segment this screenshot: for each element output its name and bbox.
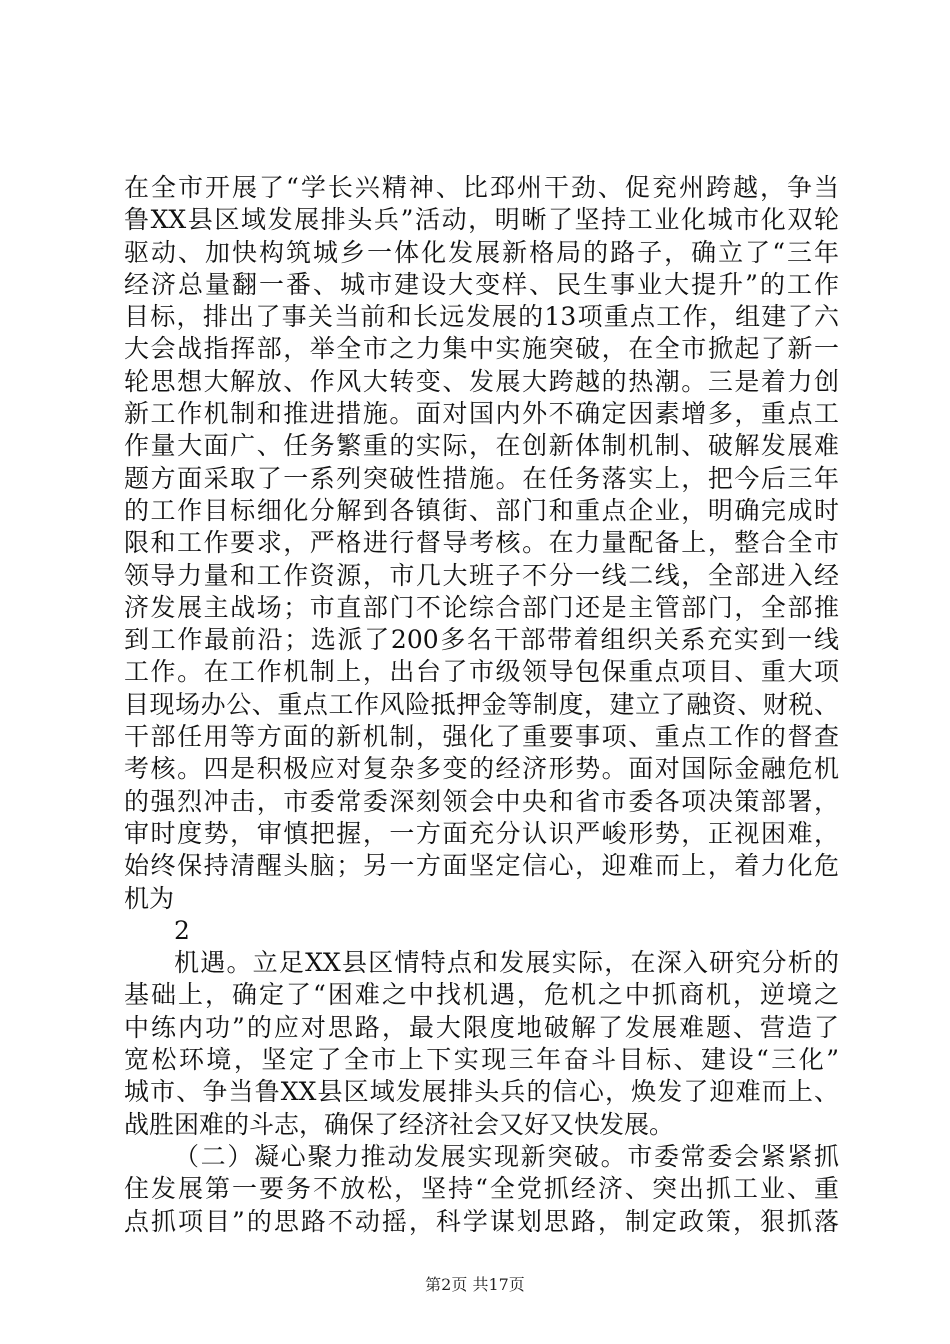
text-line: 的强烈冲击，市委常委深刻领会中央和省市委各项决策部署， [124,786,839,816]
text-line: 领导力量和工作资源，市几大班子不分一线二线，全部进入经 [124,560,839,590]
text-line: 题方面采取了一系列突破性措施。在任务落实上，把今后三年 [124,463,839,493]
text-line: 审时度势，审慎把握，一方面充分认识严峻形势，正视困难， [124,818,839,848]
text-line: 始终保持清醒头脑；另一方面坚定信心，迎难而上，着力化危 [124,851,839,881]
text-line: 城市、争当鲁XX县区域发展排头兵的信心，焕发了迎难而上、 [124,1077,839,1107]
text-line: 点抓项目”的思路不动摇，科学谋划思路，制定政策，狠抓落 [124,1206,839,1236]
text-line: 新工作机制和推进措施。面对国内外不确定因素增多，重点工 [124,399,839,429]
text-line: 到工作最前沿；选派了200多名干部带着组织关系充实到一线 [124,625,839,655]
text-line: 目现场办公、重点工作风险抵押金等制度，建立了融资、财税、 [124,689,839,719]
text-line: 战胜困难的斗志，确保了经济社会又好又快发展。 [124,1109,675,1139]
text-line: 的工作目标细化分解到各镇街、部门和重点企业，明确完成时 [124,495,839,525]
text-line: 目标，排出了事关当前和长远发展的13项重点工作，组建了六 [124,302,839,332]
page-counter: 第2页 共17页 [425,1275,525,1294]
section-heading-line: （二）凝心聚力推动发展实现新突破。市委常委会紧紧抓 [174,1141,839,1171]
text-line: 工作。在工作机制上，出台了市级领导包保重点项目、重大项 [124,657,839,687]
text-line: 济发展主战场；市直部门不论综合部门还是主管部门，全部推 [124,592,839,622]
text-line: 在全市开展了“学长兴精神、比邳州干劲、促兖州跨越，争当 [124,173,839,202]
document-body [124,172,839,1238]
page-footer [0,1272,950,1295]
text-line: 基础上，确定了“困难之中找机遇，危机之中抓商机，逆境之 [124,980,839,1010]
text-line: 大会战指挥部，举全市之力集中实施突破，在全市掀起了新一 [124,334,839,364]
text-line: 作量大面广、任务繁重的实际，在创新体制机制、破解发展难 [124,431,839,461]
text-line: 考核。四是积极应对复杂多变的经济形势。面对国际金融危机 [124,754,839,784]
text-line: 机为 [124,883,175,913]
text-line: 干部任用等方面的新机制，强化了重要事项、重点工作的督查 [124,722,839,752]
text-line: 驱动、加快构筑城乡一体化发展新格局的路子，确立了“三年 [124,237,839,267]
text-line: 鲁XX县区域发展排头兵”活动，明晰了坚持工业化城市化双轮 [124,205,839,235]
text-line: 宽松环境，坚定了全市上下实现三年奋斗目标、建设“三化” [124,1045,839,1075]
inline-page-number: 2 [174,915,190,945]
text-line: 机遇。立足XX县区情特点和发展实际，在深入研究分析的 [174,948,839,978]
text-line: 中练内功”的应对思路，最大限度地破解了发展难题、营造了 [124,1012,839,1042]
text-line: 轮思想大解放、作风大转变、发展大跨越的热潮。三是着力创 [124,366,839,396]
text-line: 经济总量翻一番、城市建设大变样、民生事业大提升”的工作 [124,269,839,299]
text-line: 限和工作要求，严格进行督导考核。在力量配备上，整合全市 [124,528,839,558]
text-line: 住发展第一要务不放松，坚持“全党抓经济、突出抓工业、重 [124,1174,839,1204]
